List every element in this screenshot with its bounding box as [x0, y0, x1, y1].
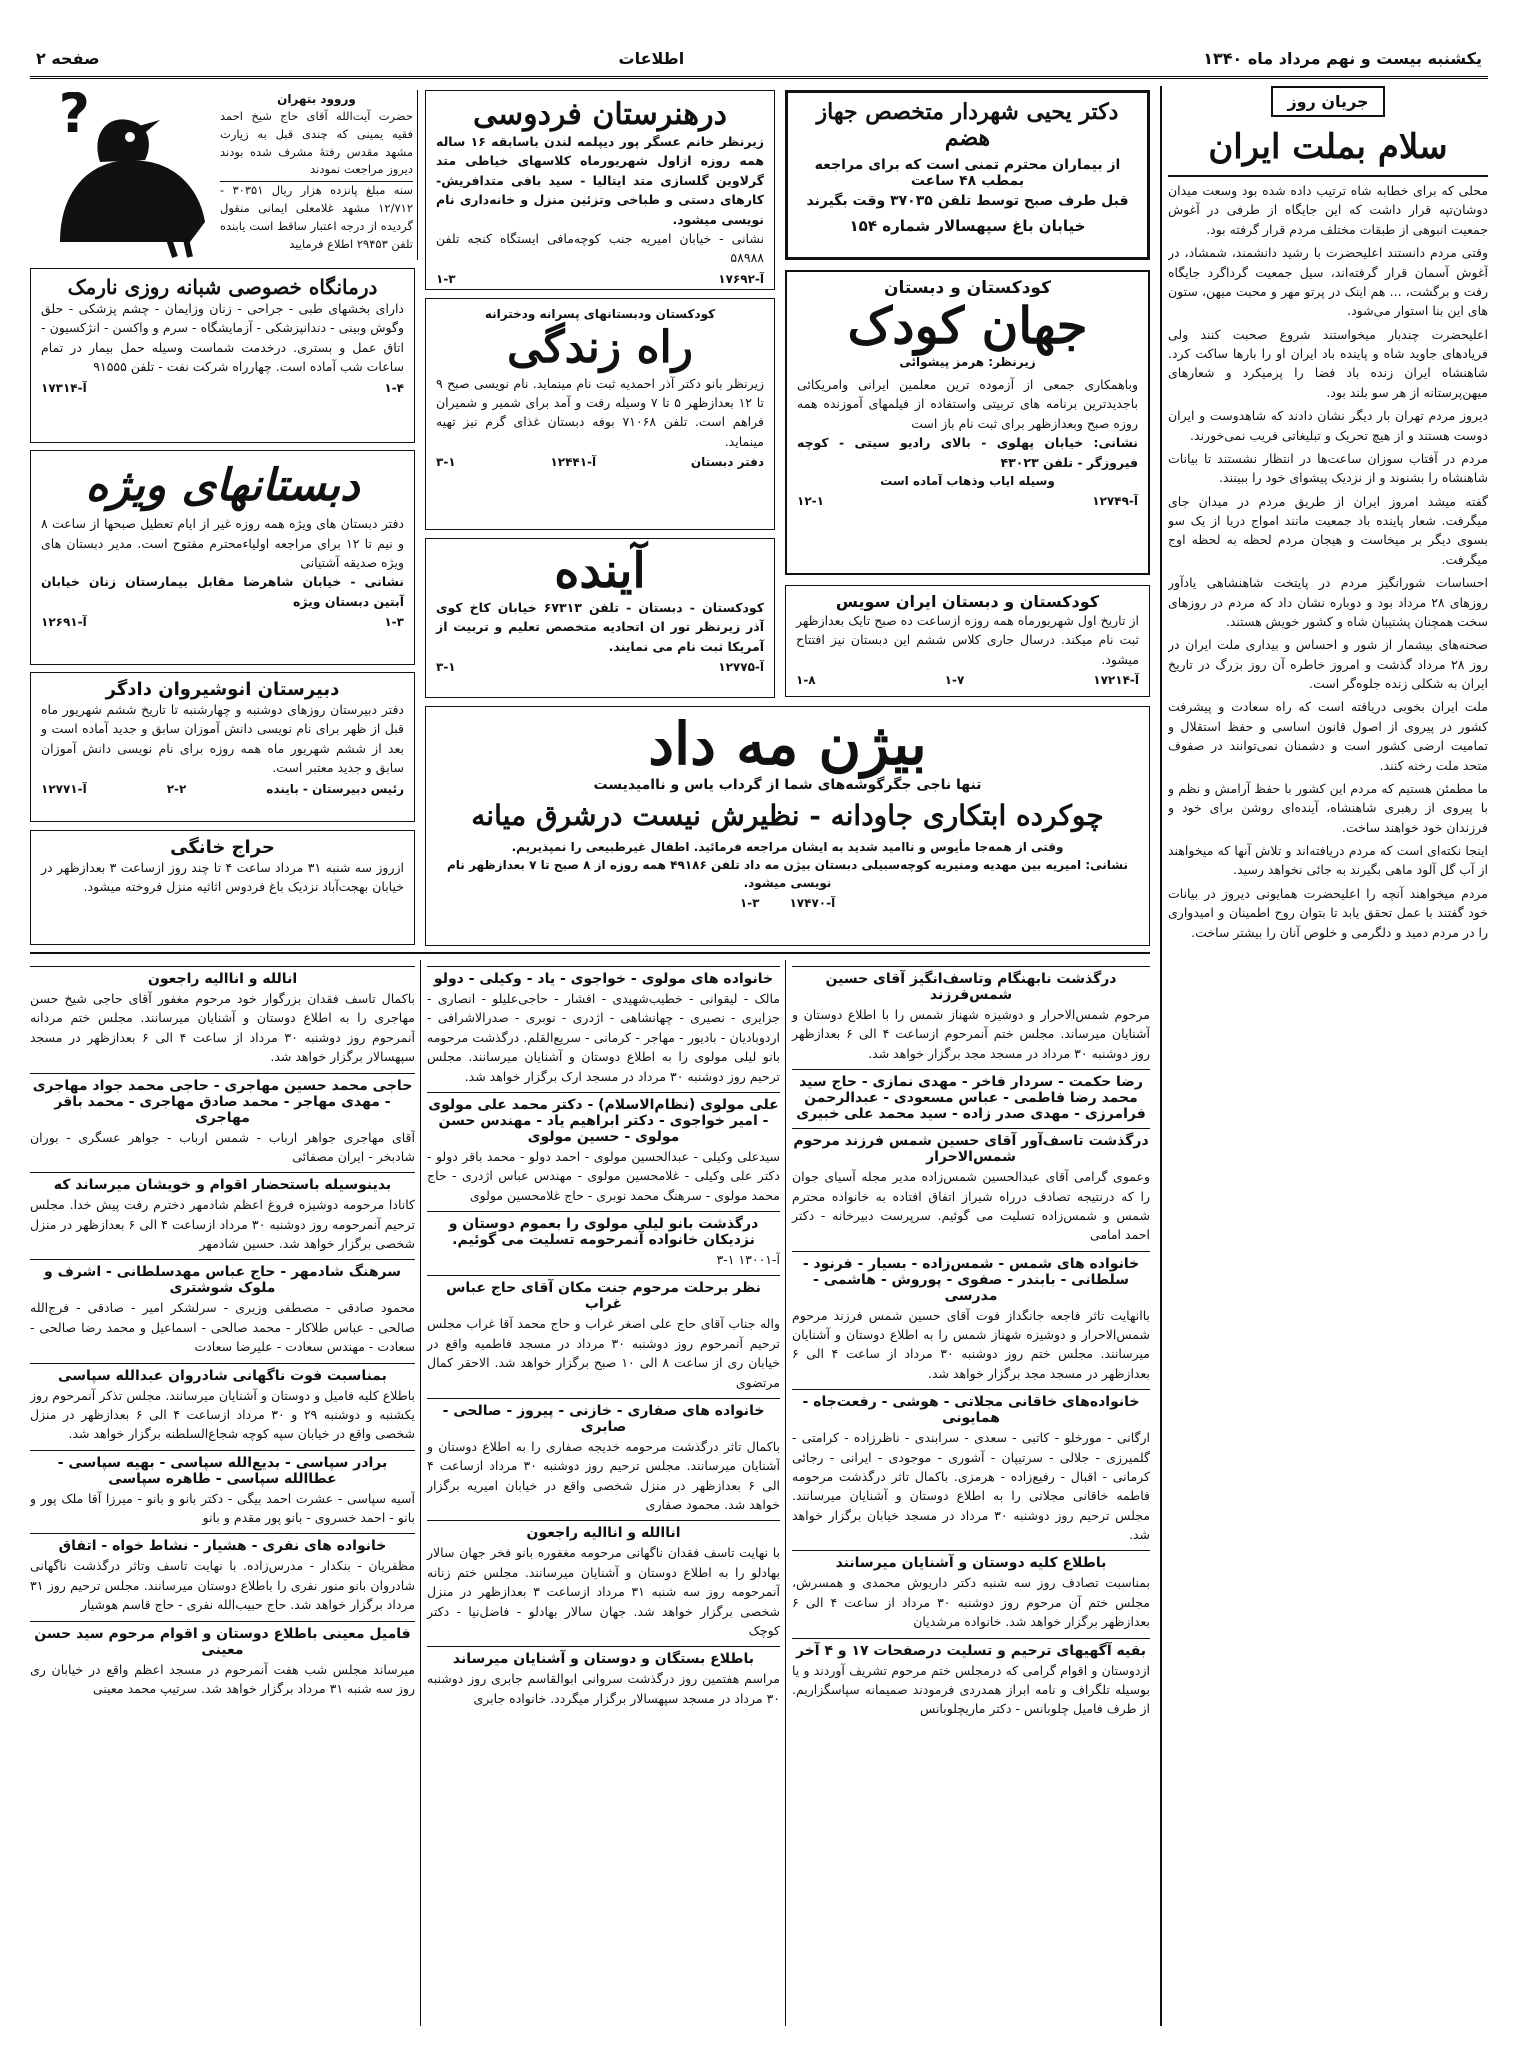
vijeh-body: دفتر دبستان های ویژه همه روزه غیر از ایام تعطیل صبحها از ساعت ۸ و نیم تا ۱۲ برای مراجعه اولیاءمحترم مفتوح است. مدیر دبستان های ویژه صدیقه آشتیانی	[41, 516, 404, 570]
obit-text: مظفریان - بنکدار - مدرس‌زاده. با نهایت تاسف وتاثر درگذشت ناگهانی شادروان بانو منور نفری را باطلاع دوستان میرسانند. مجلس ترحیم روز ۳۱ مرداد برگزار خواهد شد. حاج حبیب‌الله نفری - حاج قاسم هوشیار	[30, 1558, 415, 1613]
obit-text: باطلاع کلیه فامیل و دوستان و آشنایان میرسانند. مجلس تذکر آنمرحوم روز یکشنبه و دوشنبه ۲۹ و ۳۰ مرداد ازساعت ۴ الی ۶ بعدازظهر در منزل شخصی واقع در خیابان سپه کوچه شجاع‌السلطنه برگزار خواهد شد.	[30, 1387, 415, 1442]
obit-text: باکمال تاسف فقدان بزرگوار خود مرحوم مغفور آقای حاجی شیخ حسن مهاجری را به اطلاع دوستان و آشنایان میرسانند. مجلس ختم مردانه آنمرحوم روز دوشنبه ۳۰ مرداد از ساعت ۴ الی ۶ بعدازظهر در مسجد سپهسالار برگزار خواهد شد.	[30, 991, 415, 1065]
jaryan-paragraph: ما مطمئن هستیم که مردم این کشور با حفظ آرامش و نظم و با پیروی از رهبری شاهنشاه، آینده‌ای روشن برای خود و فرزندان خود خواهند ساخت.	[1168, 780, 1488, 835]
obituary-column-1	[785, 960, 1150, 2026]
obituary-column-2	[420, 960, 780, 2026]
auction-body: ازروز سه شنبه ۳۱ مرداد ساعت ۴ تا چند روز ازساعت ۳ بعدازظهر در خیابان بهجت‌آباد نزدیک باغ فردوس اثاثیه منزل فروخته میشود.	[41, 860, 404, 895]
clinic-body: دارای بخشهای طبی - جراحی - زنان وزایمان - چشم پزشکی - حلق وگوش وبینی - دندانپزشکی - آزمایشگاه - سرم و واکسن - انژکسیون - اتاق عمل و بستری. درخدمت شماست وسیله حمل بیمار در تمام ساعات شب آماده است. چهارراه شرکت نفت - تلفن ۹۱۵۵۵	[41, 301, 404, 375]
clinic-title: درمانگاه خصوصی شبانه روزی نارمک	[67, 275, 378, 299]
obit-heading: علی مولوی (نظام‌الاسلام) - دکتر محمد علی مولوی - امیر خواجوی - دکتر ابراهیم یاد - مهندس حسن مولوی - حسین مولوی	[427, 1092, 780, 1145]
obit-heading: اناالله و اناالیه راجعون	[427, 1520, 780, 1541]
obit-text: واله جناب آقای حاج علی اصغر غراب و حاج محمد آقا غراب مجلس ترحیم آنمرحوم روز دوشنبه ۳۰ مرداد در مسجد فاطمیه واقع در خیابان ری از ساعت ۸ الی ۱۰ صبح برگزار خواهد شد. الاحقر کمال مرتضوی	[427, 1316, 780, 1390]
ferdowsi-address: نشانی - خیابان امیریه جنب کوچه‌مافی ایستگاه کنجه تلفن ۵۸۹۸۸	[436, 230, 764, 266]
ad-code: ۲-۲	[166, 781, 187, 796]
ad-code: آ-۱۲۷۷۵	[718, 659, 764, 674]
ad-code: ۱-۷	[944, 673, 965, 688]
crow-graphic	[40, 92, 215, 262]
obit-text: آقای مهاجری جواهر ارباب - شمس ارباب - جواهر عسگری - بوران شادبخر - ایران مصفائی	[30, 1129, 415, 1164]
arrival-title: وروود بتهران	[277, 92, 356, 106]
obit-notice	[427, 1275, 780, 1392]
issue-date: یکشنبه بیست و نهم مرداد ماه ۱۳۴۰	[1203, 48, 1482, 68]
narmak-clinic-ad	[30, 268, 415, 443]
arrival-notice	[220, 90, 418, 260]
obit-heading: بقیه آگهیهای ترحیم و تسلیت درصفحات ۱۷ و ۴ آخر	[792, 1638, 1150, 1659]
vijeh-schools-ad	[30, 450, 415, 665]
obit-text: آ-۱۳۰۰۱ ۱-۳	[716, 1252, 780, 1267]
ad-codes	[436, 272, 764, 286]
newspaper-name: اطلاعات	[618, 48, 685, 68]
obit-heading: خانواده های صفاری - خازنی - پیروز - صالحی - صابری	[427, 1398, 780, 1435]
ad-codes	[797, 494, 1138, 508]
obit-heading: درگذشت بانو لیلی مولوی را بعموم دوستان و نزدیکان خانواده آنمرحومه تسلیت می گوئیم.	[427, 1211, 780, 1248]
obit-text: سیدعلی وکیلی - عبدالحسین مولوی - احمد دولو - محمد باقر دولو - دکتر علی وکیلی - غلامحسین مولوی - مهندس عباس اژدری - حاج محمد مولوی - سرهنگ محمد نوبری - حاج غلامحسین مولوی	[427, 1148, 780, 1203]
ad-codes	[436, 660, 764, 674]
obit-heading: خانواده های نفری - هشیار - نشاط خواه - اتفاق	[30, 1533, 415, 1554]
obit-notice	[30, 1363, 415, 1444]
obit-notice	[427, 1398, 780, 1515]
bijan-sub: تنها ناجی جگرگوشه‌های شما از گرداب یاس و ناامیدیست	[593, 776, 982, 793]
jahan-transport: وسیله ایاب وذهاب آماده است	[880, 473, 1055, 488]
ad-code: ۱-۳	[384, 615, 404, 630]
vijeh-title: دبستانهای ویژه	[85, 460, 360, 511]
ferdowsi-body: زیرنظر خانم عسگر پور دیپلمه لندن باسابقه ۱۶ ساله همه روزه ازاول شهریورماه کلاسهای خیاطی متد گرلاوین گلسازی متد ایتالیا - سید بافی متدافریش- کارهای دستی و طباخی وتزئین منزل و خانه‌داری نام نویسی میشود.	[436, 134, 764, 227]
rah-body: زیرنظر بانو دکتر آذر احمدیه ثبت نام مینماید. نام نویسی صبح ۹ تا ۱۲ بعدازظهر ۵ تا ۷ وسیله رفت و آمد برای شمیر و شمیران فراهم است. تلفن ۷۱۰۶۸ بوفه دبستان غذای گرم نیز تهیه مینماید.	[436, 375, 765, 449]
section-divider	[30, 952, 1150, 954]
ad-code: آ-۱۷۲۱۴	[1093, 673, 1139, 688]
obit-heading: خانواده های مولوی - خواجوی - یاد - وکیلی - دولو	[427, 966, 780, 987]
ayandeh-ad	[425, 538, 775, 698]
obit-heading: بمناسبت فوت ناگهانی شادروان عبدالله سپاسی	[30, 1363, 415, 1384]
jaryan-paragraph: وقتی مردم دانستند اعلیحضرت با رشید دانشمند، شمشاد، در آغوش آسمان قرار گرفته‌اند، سیل جمعیت گرداگرد جایگاه رفت و برگشت، ... هم اینک در پرتو مهر و محبت میهن، ستون های این بنا استوار می‌شود.	[1168, 245, 1488, 319]
dentist-ad	[785, 90, 1150, 260]
dentist-line2: قبل طرف صبح توسط تلفن ۳۷۰۳۵ وقت بگیرند	[806, 193, 1129, 209]
obit-notice	[30, 1533, 415, 1614]
jaryan-column	[1168, 86, 1488, 2026]
obit-text: باکمال تاثر درگذشت مرحومه خدیجه صفاری را به اطلاع دوستان و آشنایان میرسانند. مجلس ترحیم روز دوشنبه ۳۰ مرداد ازساعت ۴ الی ۶ بعدازظهر در منزل شخصی واقع در خیابان امیریه برگزار خواهد شد. محمود صفاری	[427, 1438, 780, 1512]
obit-heading: فامیل معینی باطلاع دوستان و اقوام مرحوم سید حسن معینی	[30, 1621, 415, 1658]
jaryan-title: سلام بملت ایران	[1168, 127, 1488, 177]
rooster-illustration	[40, 92, 215, 262]
obit-text: وعموی گرامی آقای عبدالحسین شمس‌زاده مدیر مجله آسیای جوان را که درنتیجه تصادف درراه شیراز اتفاق افتاده به خانواده محترم شمس و شمس‌زاده تسلیت می گوئیم. سرپرست دبیرخانه - دکتر احمد امامی	[792, 1169, 1150, 1243]
ad-code: ۱-۴	[384, 380, 404, 395]
ayandeh-body: کودکستان - دبستان - تلفن ۶۷۳۱۳ خیابان کاخ کوی آذر زیرنظر تور ان اتحادیه متخصص تعلیم و تربیت از آمریکا ثبت نام می نمایند.	[436, 599, 764, 654]
ayandeh-title: آینده	[554, 543, 646, 599]
iran-swiss-ad	[785, 585, 1150, 697]
ad-codes	[41, 615, 404, 629]
ad-code: ۳-۱	[436, 659, 456, 674]
obit-text: محمود صادقی - مصطفی وزیری - سرلشکر امیر - صادقی - فرج‌الله صالحی - عباس طلاکار - محمد صالحی - اسماعیل و محمد رضا صالحی - سعادت - مهندس سعادت - علیرضا سعادت	[30, 1300, 415, 1355]
obituary-column-3	[30, 960, 415, 2026]
jahan-address: نشانی: خیابان پهلوی - بالای رادیو سیتی - کوچه فیروزگر - تلفن ۴۳۰۲۳	[797, 435, 1138, 470]
obit-text: ارگانی - مورخلو - کاتبی - سعدی - سرابندی - ناظرزاده - کرامتی - گلمیرزی - جلالی - سرتیپان - آشوری - موجودی - ایرانی - رجائی کرمانی - اقبال - رفیع‌زاده - هرمزی. باکمال تاثر درگذشت مرحومه فاطمه خاقانی مجلاتی را به اطلاع دوستان و آشنایان میرسانند. مجلس ترحیم روز دوشنبه ۳۰ مرداد در مسجد خیابان برگزار خواهد شد.	[792, 1430, 1150, 1542]
jaryan-body	[1168, 181, 1488, 2011]
obit-heading: باطلاع کلیه دوستان و آشنایان میرسانند	[792, 1550, 1150, 1571]
obit-notice	[30, 1172, 415, 1253]
jahan-kicker: کودکستان و دبستان	[884, 278, 1051, 298]
obit-notice	[792, 1638, 1150, 1719]
obit-notice	[427, 1092, 780, 1205]
rah-title: راه زندگی	[506, 322, 694, 373]
jaryan-paragraph: اینجا نکته‌ای است که مردم دریافته‌اند و تلاش آنها که میخواهند از آب گل آلود ماهی بگیرند به جائی نخواهد رسید.	[1168, 843, 1488, 878]
ad-code: آ-۱۷۶۹۲	[718, 271, 764, 286]
ferdowsi-title: درهنرستان فردوسی	[473, 97, 727, 132]
obit-notice	[792, 1069, 1150, 1122]
jaryan-paragraph: مردم میخواهند آنچه را اعلیحضرت همایونی دیروز در بیانات خود گفتند با عمل تحقق یابد تا بتوان روح اطمینان و امیدواری را در مردم دمید و دلگرمی و خلوص آنان را بیشتر ساخت.	[1168, 885, 1488, 940]
jaryan-paragraph: محلی که برای خطابه شاه ترتیب داده شده بود وسعت میدان دوشان‌تپه قرار داشت که این جایگاه از طرفی در آغوش جمعیت انبوهی از طبقات مختلف مردم قرار گرفته بود.	[1168, 183, 1488, 237]
ad-codes	[796, 673, 1139, 687]
obit-text: آسیه سپاسی - عشرت احمد بیگی - دکتر بانو و بانو - میرزا آقا ملک پور و بانو - احمد خسروی - بانو پور مقدم و بانو	[30, 1490, 415, 1525]
page-number: صفحه ۲	[36, 48, 100, 68]
arrival-body: حضرت آیت‌الله آقای حاج شیخ احمد فقیه یمینی که چندی قبل به زیارت مشهد مقدس رفتهٔ مشرف شده بودند دیروز مراجعت نمودند	[220, 109, 413, 177]
anushirvan-title: دبیرستان انوشیروان دادگر	[105, 679, 340, 700]
obit-notice	[427, 1520, 780, 1640]
obit-notice	[30, 1450, 415, 1528]
jaryan-paragraph: صحنه‌های بیشمار از شور و احساس و بیداری ملت ایران در روز ۲۸ مرداد گذشت و امروز خاطره آن روز بزرگ در تاریخ ایران به شکلی زنده جلوه‌گر است.	[1168, 637, 1488, 691]
ad-code: آ-۱۲۶۹۱	[41, 615, 87, 630]
auction-title: حراج خانگی	[170, 837, 275, 858]
obit-notice	[792, 1251, 1150, 1384]
ad-code: دفتر دبستان	[690, 455, 764, 470]
obit-notice	[792, 1550, 1150, 1631]
anushirvan-signer: رئیس دبیرستان - باینده	[266, 781, 404, 796]
obit-notice	[427, 1646, 780, 1708]
obit-notice	[30, 1073, 415, 1167]
lost-notice: سنه مبلغ پانزده هزار ریال ۳۰۳۵۱ - ۱۲/۷۱۲ مشهد غلامعلی ایمانی منقول گردیده از درجه اعتبار ساقط است یابنده تلفن ۲۹۴۵۳ اطلاع فرمایید	[220, 181, 413, 253]
ad-code: آ-۱۲۷۷۱	[41, 781, 87, 796]
obit-heading: نظر برحلت مرحوم جنت مکان آقای حاج عباس غراب	[427, 1275, 780, 1312]
obit-notice	[427, 966, 780, 1086]
obit-text: میرساند مجلس شب هفت آنمرحوم در مسجد اعظم واقع در خیابان ری روز سه شنبه ۳۱ مرداد برگزار خواهد شد. سرتیپ محمد معینی	[30, 1661, 415, 1696]
bijan-body: وقتی از همه‌جا مأیوس و ناامید شدید به ایشان مراجعه فرمائید. اطفال غیرطبیعی را نمپذیریم.	[511, 839, 1064, 854]
ad-code: ۱-۳	[739, 895, 760, 910]
obit-text: بمناسبت تصادف روز سه شنبه دکتر داریوش محمدی و همسرش، مجلس ختم آن مرحوم روز دوشنبه ۳۰ مرداد از ساعت ۴ الی ۶ بعدازظهر برگزار خواهد شد. خانواده مرشدیان	[792, 1575, 1150, 1630]
ad-codes	[436, 896, 1139, 910]
jaryan-badge: جریان روز	[1271, 86, 1385, 117]
jaryan-paragraph: دیروز مردم تهران بار دیگر نشان دادند که شاهدوست و ایران دوست هستند و از هیچ تحریک و تبلیغاتی فریب نمی‌خورند.	[1168, 408, 1488, 443]
swiss-title: کودکستان و دبستان ایران سویس	[835, 592, 1100, 611]
jaryan-paragraph: احساسات شورانگیز مردم در پایتخت شاهنشاهی یادآور روزهای ۲۸ مرداد بود و دوباره نشان داد که مردم در روزهای سخت همچنان پشتیبان شاه و کشور خویش هستند.	[1168, 575, 1488, 629]
dentist-line1: از بیماران محترم تمنی است که برای مراجعه بمطب ۴۸ ساعت	[814, 157, 1121, 189]
obit-heading: سرهنگ شادمهر - حاج عباس مهدسلطانی - اشرف و ملوک شوشتری	[30, 1259, 415, 1296]
obit-notice	[30, 966, 415, 1067]
obit-heading: خانواده‌های خاقانی مجلاتی - هوشی - رفعت‌جاه - همایونی	[792, 1389, 1150, 1426]
obit-notice	[30, 1621, 415, 1699]
ad-code: آ-۱۷۴۷۰	[789, 895, 836, 910]
obit-text: با نهایت تاسف فقدان ناگهانی مرحومه مغفوره بانو فخر جهان سالار بهادلو را به اطلاع دوستان و آشنایان میرسانند. مجلس ختم زنانه آنمرحومه روز سه شنبه ۳۱ مرداد ازساعت ۳ بعدازظهر در منزل شخصی برگزار خواهد شد. جهان سالار بهادلو - فاضل‌نیا - دکتر کوچک	[427, 1545, 780, 1638]
ad-code: ۱۲-۱	[797, 493, 824, 508]
obit-heading: بدینوسیله باستحضار اقوام و خویشان میرساند که	[30, 1172, 415, 1193]
ad-code: ۱-۳	[436, 271, 456, 286]
anushirvan-body: دفتر دبیرستان روزهای دوشنبه و چهارشنبه تا تاریخ ششم شهریور ماه قبل از ظهر برای نام نویسی دانش آموزان سابق و جدید آماده است و بعد از ششم شهریور ماه همه روزه برای نام نویسی دانش آموزان سابق و جدید معتبر است.	[41, 702, 404, 776]
jahan-body: وباهمکاری جمعی از آزموده ترین معلمین ایرانی وامریکائی باجدیدترین برنامه های تربیتی واستفاده از فیلمهای آموزنده همه روزه صبح وبعدازظهر برای ثبت نام باز است	[797, 377, 1138, 431]
obit-heading: باطلاع بستگان و دوستان و آشنایان میرساند	[427, 1646, 780, 1667]
ad-codes	[41, 782, 404, 796]
ad-code: آ-۱۲۷۴۹	[1092, 493, 1138, 508]
ad-code: ۱-۸	[796, 673, 816, 688]
jaryan-paragraph: ملت ایران بخوبی دریافته است که راه سعادت و پیشرفت کشور در پیروی از اصول قانون اساسی و حفظ استقلال و تمامیت ارضی کشور است و دشمنان نمی‌توانند در صفوف متحد ملت رخنه کنند.	[1168, 699, 1488, 773]
obit-text: مالک - لیقوانی - خطیب‌شهیدی - افشار - حاجی‌علیلو - انصاری - جزایری - نصیری - چهانشاهی - اژدری - نوبری - صدرالاشرافی - اردوبادیان - بادیور - مهاجر - کرمانی - سریع‌القلم. درگذشت مرحومه بانو لیلی مولوی را به اطلاع دوستان و آشنایان میرسانند. مجلس ترحیم روز دوشنبه ۳۰ مرداد در مسجد ارک برگزار خواهد شد.	[427, 991, 780, 1084]
obit-text: ازدوستان و اقوام گرامی که درمجلس ختم مرحوم تشریف آوردند و یا بوسیله تلگراف و نامه ابراز همدردی فرمودند صمیمانه سپاسگزاریم. از طرف فامیل چلوبانس - دکتر ماریچلوبانس	[792, 1662, 1150, 1717]
ad-code: آ-۱۷۳۱۴	[41, 380, 87, 395]
obit-text: مرحوم شمس‌الاحرار و دوشیزه شهناز شمس را با اطلاع دوستان و آشنایان میرساند. مجلس ختم آنمرحوم ازساعت ۴ الی ۶ بعدازظهر روز دوشنبه ۳۰ مرداد در مسجد مجد برگزار خواهد شد.	[792, 1007, 1150, 1061]
bijan-address: نشانی: امیریه بین مهدیه ومنیریه کوچه‌سبیلی دبستان بیژن مه داد تلفن ۴۹۱۸۶ همه روزه از ۸ صبح تا ۷ بعدازظهر نام نویسی میشود.	[447, 857, 1128, 890]
ad-code: ۳-۱	[436, 455, 456, 470]
obit-heading: درگذشت تاسف‌آور آقای حسین شمس فرزند مرحوم شمس‌الاحرار	[792, 1128, 1150, 1165]
rah-kicker: کودکستان ودبستانهای پسرانه ودخترانه	[484, 307, 716, 321]
obit-notice	[792, 1128, 1150, 1245]
dentist-address: خیابان باغ سپهسالار شماره ۱۵۴	[849, 217, 1086, 235]
obit-heading: حاجی محمد حسین مهاجری - حاجی محمد جواد مهاجری - مهدی مهاجر - محمد صادق مهاجری - محمد باقر مهاجری	[30, 1073, 415, 1126]
svg-text:?: ?	[58, 92, 90, 145]
bijan-mahdad-ad	[425, 706, 1150, 946]
vijeh-address: نشانی - خیابان شاهرضا مقابل بیمارستان زنان خیابان آبتین دبستان ویژه	[41, 574, 404, 609]
ferdowsi-ad	[425, 90, 775, 290]
obit-heading: رضا حکمت - سردار فاخر - مهدی نمازی - حاج سید محمد رضا فاطمی - عباس مسعودی - عبدالرحمن فرامرزی - مهدی صدر زاده - سید محمد علی خبیری	[792, 1069, 1150, 1122]
ad-code: آ-۱۲۴۴۱	[550, 455, 597, 470]
household-auction-ad	[30, 830, 415, 945]
ad-codes	[436, 455, 764, 469]
bijan-title: بیژن مه داد	[648, 710, 927, 778]
obit-heading: انالله و اناالیه راجعون	[30, 966, 415, 987]
rah-zendegi-ad	[425, 298, 775, 530]
bijan-slogan: چوکرده ابتکاری جاودانه - نظیرش نیست درشرق میانه	[471, 798, 1104, 832]
jaryan-paragraph: اعلیحضرت چندبار میخواستند شروع صحبت کنند ولی فریادهای جاوید شاه و پاینده باد ایران او را بارها ساکت کرد. شاهنشاه ایران زنده باد فضا را پرمیکرد و شعارهای میهن‌پرستانه از هر سو بلند بود.	[1168, 326, 1488, 400]
obit-heading: درگذشت نابهنگام وتاسف‌انگیز آقای حسین شمس‌فرزند	[792, 966, 1150, 1003]
anushirvan-ad	[30, 672, 415, 822]
obit-notice	[792, 1389, 1150, 1544]
swiss-body: از تاریخ اول شهریورماه همه روزه ازساعت ده صبح تایک بعدازظهر ثبت نام میکند. درسال جاری کلاس ششم این دبستان نیز افتتاح میشود.	[796, 613, 1139, 667]
ad-codes	[41, 381, 404, 395]
jaryan-paragraph: مردم در آفتاب سوزان ساعت‌ها در انتظار نشستند تا بیانات شاهنشاه را بشنوند و از نزدیک پیشوای خود را ببینند.	[1168, 450, 1488, 486]
obit-heading: خانواده های شمس - شمس‌زاده - بسیار - فرنود - سلطانی - بابندر - صفوی - پوروش - هاشمی - مدرسی	[792, 1251, 1150, 1304]
obit-text: باانهایت تاثر فاجعه جانگداز فوت آقای حسین شمس فرزند مرحوم شمس‌الاحرار و دوشیزه شهناز شمس را به اطلاع دوستان و آشنایان میرسانند. مجلس ختم روز دوشنبه ۳۰ مرداد از ساعت ۴ الی ۶ بعدازظهر در مسجد مجد برگزار خواهد شد.	[792, 1307, 1150, 1381]
jahan-title: جهان کودک	[847, 296, 1088, 355]
newspaper-header	[30, 40, 1488, 79]
column-divider	[1160, 86, 1162, 2026]
obit-notice	[427, 1211, 780, 1269]
obit-heading: برادر سپاسی - بدیع‌الله سپاسی - بهیه سپاسی - عطاالله سپاسی - طاهره سپاسی	[30, 1450, 415, 1487]
jahan-supervisor: زیرنظر: هرمز پیشوائی	[899, 355, 1036, 369]
obit-text: مراسم هفتمین روز درگذشت سروانی ابوالقاسم جابری روز دوشنبه ۳۰ مرداد در مسجد سپهسالار برگزار میگردد. خانواده جابری	[427, 1671, 780, 1706]
jaryan-paragraph: گفته میشد امروز ایران از طریق مردم در میدان جای میگرفت. شعار پاینده باد جمعیت مانند امواج دریا از یک سو بسوی دیگر بر میخاست و هیجان مردم لحظه به لحظه اوج میگرفت.	[1168, 493, 1488, 567]
dentist-title: دکتر یحیی شهردار متخصص جهاز هضم	[816, 99, 1119, 151]
jahan-kudak-ad	[785, 270, 1150, 575]
obit-text: کانادا مرحومه دوشیزه فروغ اعظم شادمهر دخترم رفت پیش خدا. مجلس ترحیم آنمرحومه روز دوشنبه ۳۰ مرداد ازساعت ۴ الی ۶ بعدازظهر در منزل شخصی برگزار خواهد شد. حسین شادمهر	[30, 1197, 415, 1251]
obit-notice	[30, 1259, 415, 1356]
obit-notice	[792, 966, 1150, 1063]
